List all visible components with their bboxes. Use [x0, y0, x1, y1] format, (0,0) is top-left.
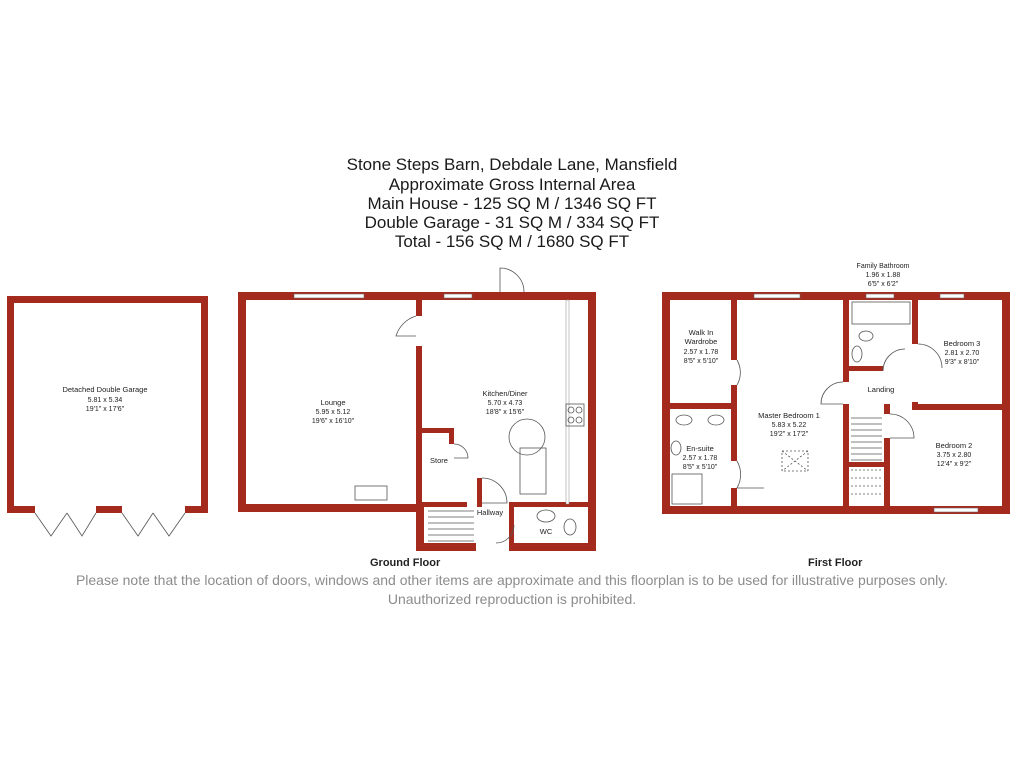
windows: [294, 294, 978, 512]
bedroom2-wall-stub: [884, 404, 890, 414]
bedroom3-name: Bedroom 3: [943, 339, 981, 348]
ensuite-toilet: [671, 441, 681, 455]
master-door: [821, 382, 843, 404]
ensuite-shower: [672, 474, 702, 504]
bathroom-wall-bottom: [849, 366, 883, 371]
bedroom3-door: [918, 344, 942, 368]
bedroom2-metric: 3.75 x 2.80: [936, 452, 972, 459]
lounge-imperial: 19'6" x 16'10": [311, 418, 355, 425]
garage-door-left: [35, 513, 67, 536]
wardrobe-metric: 2.57 x 1.78: [683, 349, 719, 356]
lounge-metric: 5.95 x 5.12: [315, 409, 351, 416]
walls: [7, 292, 1010, 551]
total-area: Total - 156 SQ M / 1680 SQ FT: [394, 232, 630, 251]
main-house-area: Main House - 125 SQ M / 1346 SQ FT: [367, 194, 657, 213]
store-wall-bottom: [422, 502, 467, 507]
wc-wall-left: [509, 502, 514, 551]
bathroom-toilet: [859, 331, 873, 341]
wardrobe-ensuite-wall: [670, 403, 731, 409]
dining-table: [509, 419, 545, 455]
master-wall-right-upper: [843, 300, 849, 382]
kitchen-window: [444, 294, 472, 298]
bedroom2-name: Bedroom 2: [935, 441, 973, 450]
first-wall-right: [1002, 292, 1010, 514]
hallway-wall-bottom: [416, 543, 476, 551]
wardrobe-wall-right-upper: [731, 300, 737, 360]
ensuite-imperial: 8'5" x 5'10": [682, 464, 718, 471]
fireplace: [355, 486, 387, 500]
bedroom2-door: [890, 414, 914, 438]
ground-floor-label: Ground Floor: [370, 557, 441, 569]
wc-wall-top: [509, 502, 596, 507]
wc-basin: [537, 510, 555, 522]
wardrobe-name-1: Walk In: [688, 328, 714, 337]
master-metric: 5.83 x 5.22: [771, 422, 807, 429]
master-name: Master Bedroom 1: [758, 411, 820, 420]
bedroom3-wall-left: [912, 300, 918, 344]
lounge-kitchen-wall: [416, 346, 422, 504]
property-address: Stone Steps Barn, Debdale Lane, Mansfield: [346, 155, 678, 174]
garage-imperial: 19'1" x 17'6": [85, 406, 125, 413]
ground-stairs: [428, 511, 474, 541]
bedroom3-bedroom2-wall: [918, 404, 1010, 410]
landing-name: Landing: [867, 385, 895, 394]
bedroom2-wall-left: [884, 438, 890, 506]
wc-toilet: [564, 519, 576, 535]
lounge-name: Lounge: [320, 398, 346, 407]
garage-wall-left: [7, 296, 14, 513]
store-wall-right: [449, 428, 454, 444]
garage-metric: 5.81 x 5.34: [87, 397, 123, 404]
lounge-kitchen-wall-upper: [416, 300, 422, 316]
garage-wall-bottom-right: [185, 506, 208, 513]
hallway-name: Hallway: [476, 508, 504, 517]
first-stairs: [851, 418, 882, 460]
bathroom-window: [866, 294, 894, 298]
hallway-door: [482, 478, 507, 503]
ground-wall-right: [588, 292, 596, 551]
wc-name: WC: [539, 527, 553, 536]
kitchen-name: Kitchen/Diner: [482, 389, 528, 398]
room-labels: [62, 263, 980, 536]
ensuite-wall-right-lower: [731, 488, 737, 506]
garage-door-left-leaf: [67, 513, 96, 536]
bathroom-metric: 1.96 x 1.88: [865, 272, 901, 279]
garage-wall-bottom-left: [7, 506, 35, 513]
store-door: [454, 444, 468, 458]
bedroom3-imperial: 9'3" x 8'10": [944, 359, 980, 366]
hob-ring-4: [576, 417, 582, 423]
wardrobe-door: [737, 360, 740, 385]
bathroom-basin: [852, 346, 862, 362]
bathroom-name: Family Bathroom: [856, 263, 910, 270]
ground-wall-top: [238, 292, 596, 300]
store-name: Store: [430, 456, 448, 465]
master-imperial: 19'2" x 17'2": [769, 431, 809, 438]
garage-area: Double Garage - 31 SQ M / 334 SQ FT: [364, 213, 660, 232]
garage-door-right-leaf: [153, 513, 185, 536]
master-wall-right-lower: [843, 404, 849, 506]
bathroom-door: [883, 349, 905, 371]
wardrobe-imperial: 8'5" x 5'10": [683, 358, 719, 365]
master-window: [754, 294, 800, 298]
bedroom2-imperial: 12'4" x 9'2": [936, 461, 972, 468]
ensuite-wall-right-upper: [731, 409, 737, 461]
ensuite-metric: 2.57 x 1.78: [682, 455, 718, 462]
lounge-window: [294, 294, 364, 298]
skylight-cross: [782, 451, 808, 471]
garage-wall-top: [7, 296, 208, 303]
ensuite-door: [737, 461, 764, 488]
ensuite-basin-left: [676, 415, 692, 425]
stair-wall: [849, 462, 884, 467]
ensuite-basin-right: [708, 415, 724, 425]
bathroom-imperial: 6'5" x 6'2": [867, 281, 899, 288]
garage-name: Detached Double Garage: [62, 385, 148, 394]
garage-wall-bottom-mid: [96, 506, 122, 513]
disclaimer-note: Please note that the location of doors, windows and other items are approximate and this floorplan is to be used for illustrative purposes only. Unauthorized reproduction is prohibited.: [75, 572, 949, 607]
bath: [852, 302, 910, 324]
hob-ring-2: [576, 407, 582, 413]
area-heading: Approximate Gross Internal Area: [388, 175, 636, 194]
kitchen-worktop: [566, 300, 569, 504]
bedroom3-metric: 2.81 x 2.70: [944, 350, 980, 357]
garage-door-right: [122, 513, 153, 536]
garage-wall-right: [201, 296, 208, 513]
bedroom2-window: [934, 508, 978, 512]
wc-wall-bottom: [513, 543, 596, 551]
bedroom3-window: [940, 294, 964, 298]
ensuite-name: En-suite: [686, 444, 714, 453]
kitchen-imperial: 18'8" x 15'6": [485, 409, 525, 416]
wardrobe-name-2: Wardrobe: [684, 337, 718, 346]
front-door: [500, 268, 524, 292]
kitchen-metric: 5.70 x 4.73: [487, 400, 523, 407]
bedroom3-wall-left-lower: [912, 402, 918, 410]
first-floor-label: First Floor: [808, 557, 863, 569]
ground-wall-left: [238, 292, 246, 512]
lounge-door: [396, 316, 416, 336]
hallway-partition: [477, 478, 482, 507]
lounge-wall-bottom: [238, 504, 419, 512]
stair-void: [851, 470, 882, 494]
first-wall-left: [662, 292, 670, 514]
